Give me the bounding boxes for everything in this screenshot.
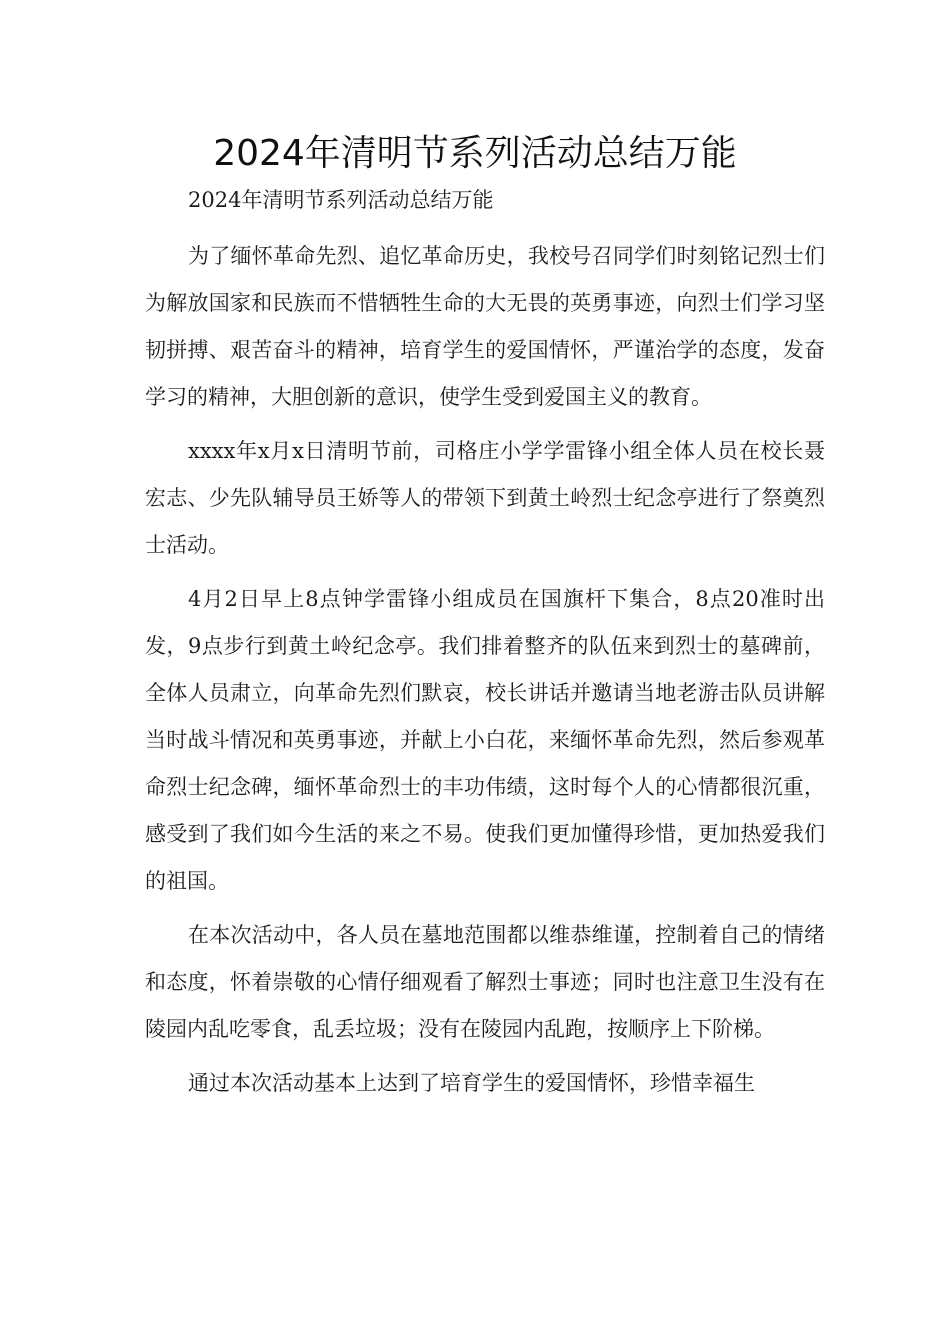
paragraph: 通过本次活动基本上达到了培育学生的爱国情怀，珍惜幸福生 — [188, 1071, 755, 1095]
document-body — [145, 233, 825, 1114]
document-title: 2024年清明节系列活动总结万能 — [213, 133, 737, 174]
paragraph: 在本次活动中，各人员在墓地范围都以维恭维谨，控制着自己的情绪和态度，怀着崇敬的心情仔细观看了解烈士事迹；同时也注意卫生没有在陵园内乱吃零食，乱丢垃圾；没有在陵园内乱跑，按顺序上下阶梯。 — [145, 923, 825, 1041]
paragraph: xxxx年x月x日清明节前，司格庄小学学雷锋小组全体人员在校长聂宏志、少先队辅导员王娇等人的带领下到黄土岭烈士纪念亭进行了祭奠烈士活动。 — [145, 439, 825, 557]
document-subtitle: 2024年清明节系列活动总结万能 — [188, 188, 494, 212]
paragraph: 4月2日早上8点钟学雷锋小组成员在国旗杆下集合，8点20准时出发，9点步行到黄土岭纪念亭。我们排着整齐的队伍来到烈士的墓碑前，全体人员肃立，向革命先烈们默哀，校长讲话并邀请当地老游击队员讲解当时战斗情况和英勇事迹，并献上小白花，来缅怀革命先烈，然后参观革命烈士纪念碑，缅怀革命烈士的丰功伟绩，这时每个人的心情都很沉重，感受到了我们如今生活的来之不易。使我们更加懂得珍惜，更加热爱我们的祖国。 — [145, 587, 825, 893]
paragraph: 为了缅怀革命先烈、追忆革命历史，我校号召同学们时刻铭记烈士们为解放国家和民族而不惜牺牲生命的大无畏的英勇事迹，向烈士们学习坚韧拼搏、艰苦奋斗的精神，培育学生的爱国情怀，严谨治学的态度，发奋学习的精神，大胆创新的意识，使学生受到爱国主义的教育。 — [145, 244, 825, 409]
